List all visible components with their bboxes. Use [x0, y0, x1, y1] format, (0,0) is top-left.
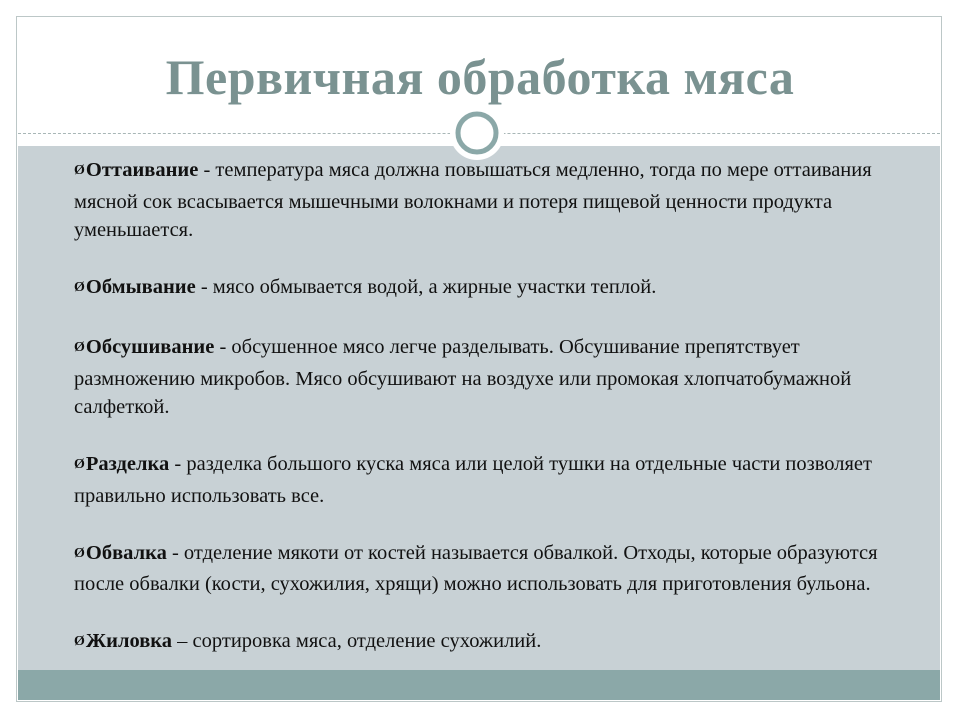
item-term: Обвалка: [85, 541, 167, 564]
item-text: - разделка большого куска мяса или целой тушки на отдельные части позволяет правильно использовать все.: [74, 453, 872, 507]
item-term: Обсушивание: [85, 336, 215, 358]
item-text: - температура мяса должна повышаться медленно, тогда по мере оттаивания мясной сок всасывается мышечными волокнами и потеря пищевой ценности продукта уменьшается.: [74, 159, 872, 241]
item-text: - отделение мякоти от костей называется обвалкой. Отходы, которые образуются после обвалки (кости, сухожилия, хрящи) можно использовать для приготовления бульона.: [74, 541, 878, 595]
list-item: [74, 156, 924, 245]
ring-icon: [447, 103, 507, 163]
arrow-bullet-icon: Ø: [74, 457, 85, 472]
arrow-bullet-icon: Ø: [74, 340, 85, 355]
slide-title: Первичная обработка мяса: [165, 49, 795, 105]
list-item: [74, 627, 924, 659]
item-term: Жиловка: [85, 630, 173, 652]
item-term: Оттаивание: [85, 159, 199, 181]
item-text: - обсушенное мясо легче разделывать. Обсушивание препятствует размножению микробов. Мясо обсушивают на воздухе или промокая хлопчатобумажной салфеткой.: [74, 336, 852, 418]
item-term: Разделка: [85, 453, 170, 475]
footer-bar: [18, 670, 940, 700]
arrow-bullet-icon: Ø: [74, 163, 85, 178]
list-item: [74, 273, 924, 305]
arrow-bullet-icon: Ø: [74, 280, 85, 295]
list-item: [74, 450, 924, 510]
arrow-bullet-icon: Ø: [74, 545, 85, 561]
item-text: - мясо обмывается водой, а жирные участки теплой.: [195, 276, 657, 298]
list-item: [74, 333, 924, 422]
item-text: – сортировка мяса, отделение сухожилий.: [172, 630, 542, 652]
bullet-list: [74, 156, 924, 659]
arrow-bullet-icon: Ø: [74, 634, 85, 649]
list-item: [74, 539, 924, 599]
item-term: Обмывание: [85, 276, 196, 298]
